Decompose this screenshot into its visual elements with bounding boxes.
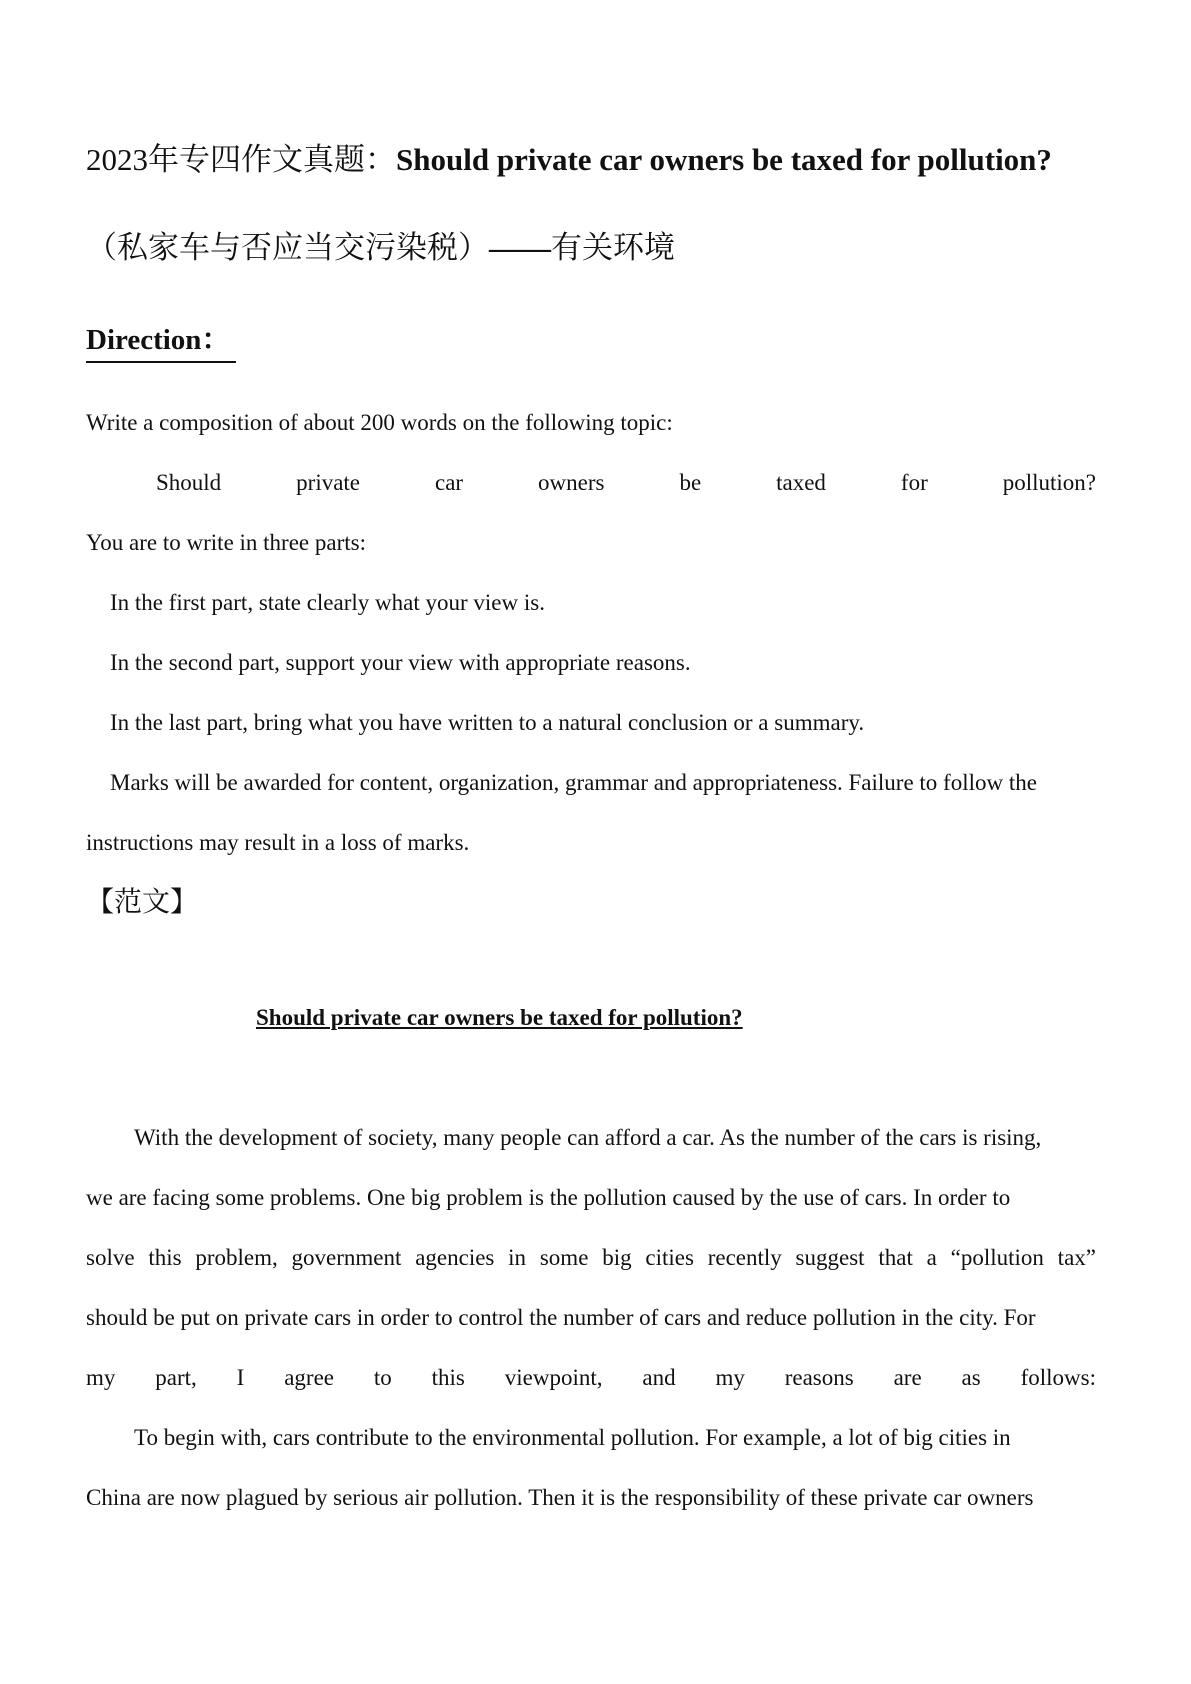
topic-word: for (900, 470, 928, 495)
page-title (86, 140, 1096, 180)
essay-line: should be put on private cars in order to control the number of cars and reduce pollution in the city. For (86, 1305, 1036, 1330)
essay-word: this (431, 1365, 465, 1390)
essay-word: are (893, 1365, 922, 1390)
part-one-instruction: In the first part, state clearly what your view is. (110, 590, 545, 615)
essay-line-spread (86, 1363, 1096, 1393)
essay-line: solve this problem, government agencies in some big cities recently suggest that a “pollution tax” (86, 1245, 1096, 1270)
essay-line: we are facing some problems. One big problem is the pollution caused by the use of cars. In order to (86, 1185, 1011, 1210)
essay-word: viewpoint, (504, 1365, 603, 1390)
topic-word: be (679, 470, 702, 495)
essay-word: as (961, 1365, 981, 1390)
sample-label: 【范文】 (86, 887, 199, 918)
part-two-instruction: In the second part, support your view with appropriate reasons. (110, 650, 691, 675)
title-cn: 2023年专四作文真题： (86, 142, 396, 177)
topic-word: taxed (776, 470, 826, 495)
topic-word: pollution? (1002, 470, 1096, 495)
title-en: Should private car owners be taxed for pollution? (396, 142, 1052, 177)
parts-intro: You are to write in three parts: (86, 530, 366, 555)
essay-word: my (715, 1365, 745, 1390)
marks-line-1: Marks will be awarded for content, organization, grammar and appropriateness. Failure to follow the (110, 770, 1037, 795)
topic-word: owners (538, 470, 605, 495)
essay-title: Should private car owners be taxed for pollution? (256, 1005, 743, 1030)
essay-word: reasons (784, 1365, 854, 1390)
topic-line (156, 468, 1096, 498)
essay-word: follows: (1020, 1365, 1096, 1390)
direction-heading: Direction： (86, 322, 236, 363)
essay-line: With the development of society, many people can afford a car. As the number of the cars is rising, (134, 1125, 1042, 1150)
essay-word: to (373, 1365, 392, 1390)
topic-word: private (296, 470, 361, 495)
marks-line-2: instructions may result in a loss of marks. (86, 830, 470, 855)
subtitle-dash: —— (489, 230, 551, 265)
essay-word: agree (284, 1365, 334, 1390)
topic-word: car (434, 470, 464, 495)
essay-word: and (642, 1365, 676, 1390)
essay-word: my (86, 1365, 116, 1390)
page-subtitle (86, 228, 1096, 268)
essay-line: China are now plagued by serious air pollution. Then it is the responsibility of these private car owners (86, 1485, 1034, 1510)
direction-intro: Write a composition of about 200 words on the following topic: (86, 410, 673, 435)
subtitle-tail: 有关环境 (551, 230, 675, 265)
essay-word: I (236, 1365, 245, 1390)
subtitle-cn: （私家车与否应当交污染税） (86, 230, 489, 265)
essay-word: part, (155, 1365, 197, 1390)
topic-word: Should (156, 470, 222, 495)
part-three-instruction: In the last part, bring what you have written to a natural conclusion or a summary. (110, 710, 865, 735)
essay-line: To begin with, cars contribute to the environmental pollution. For example, a lot of big cities in (134, 1425, 1011, 1450)
